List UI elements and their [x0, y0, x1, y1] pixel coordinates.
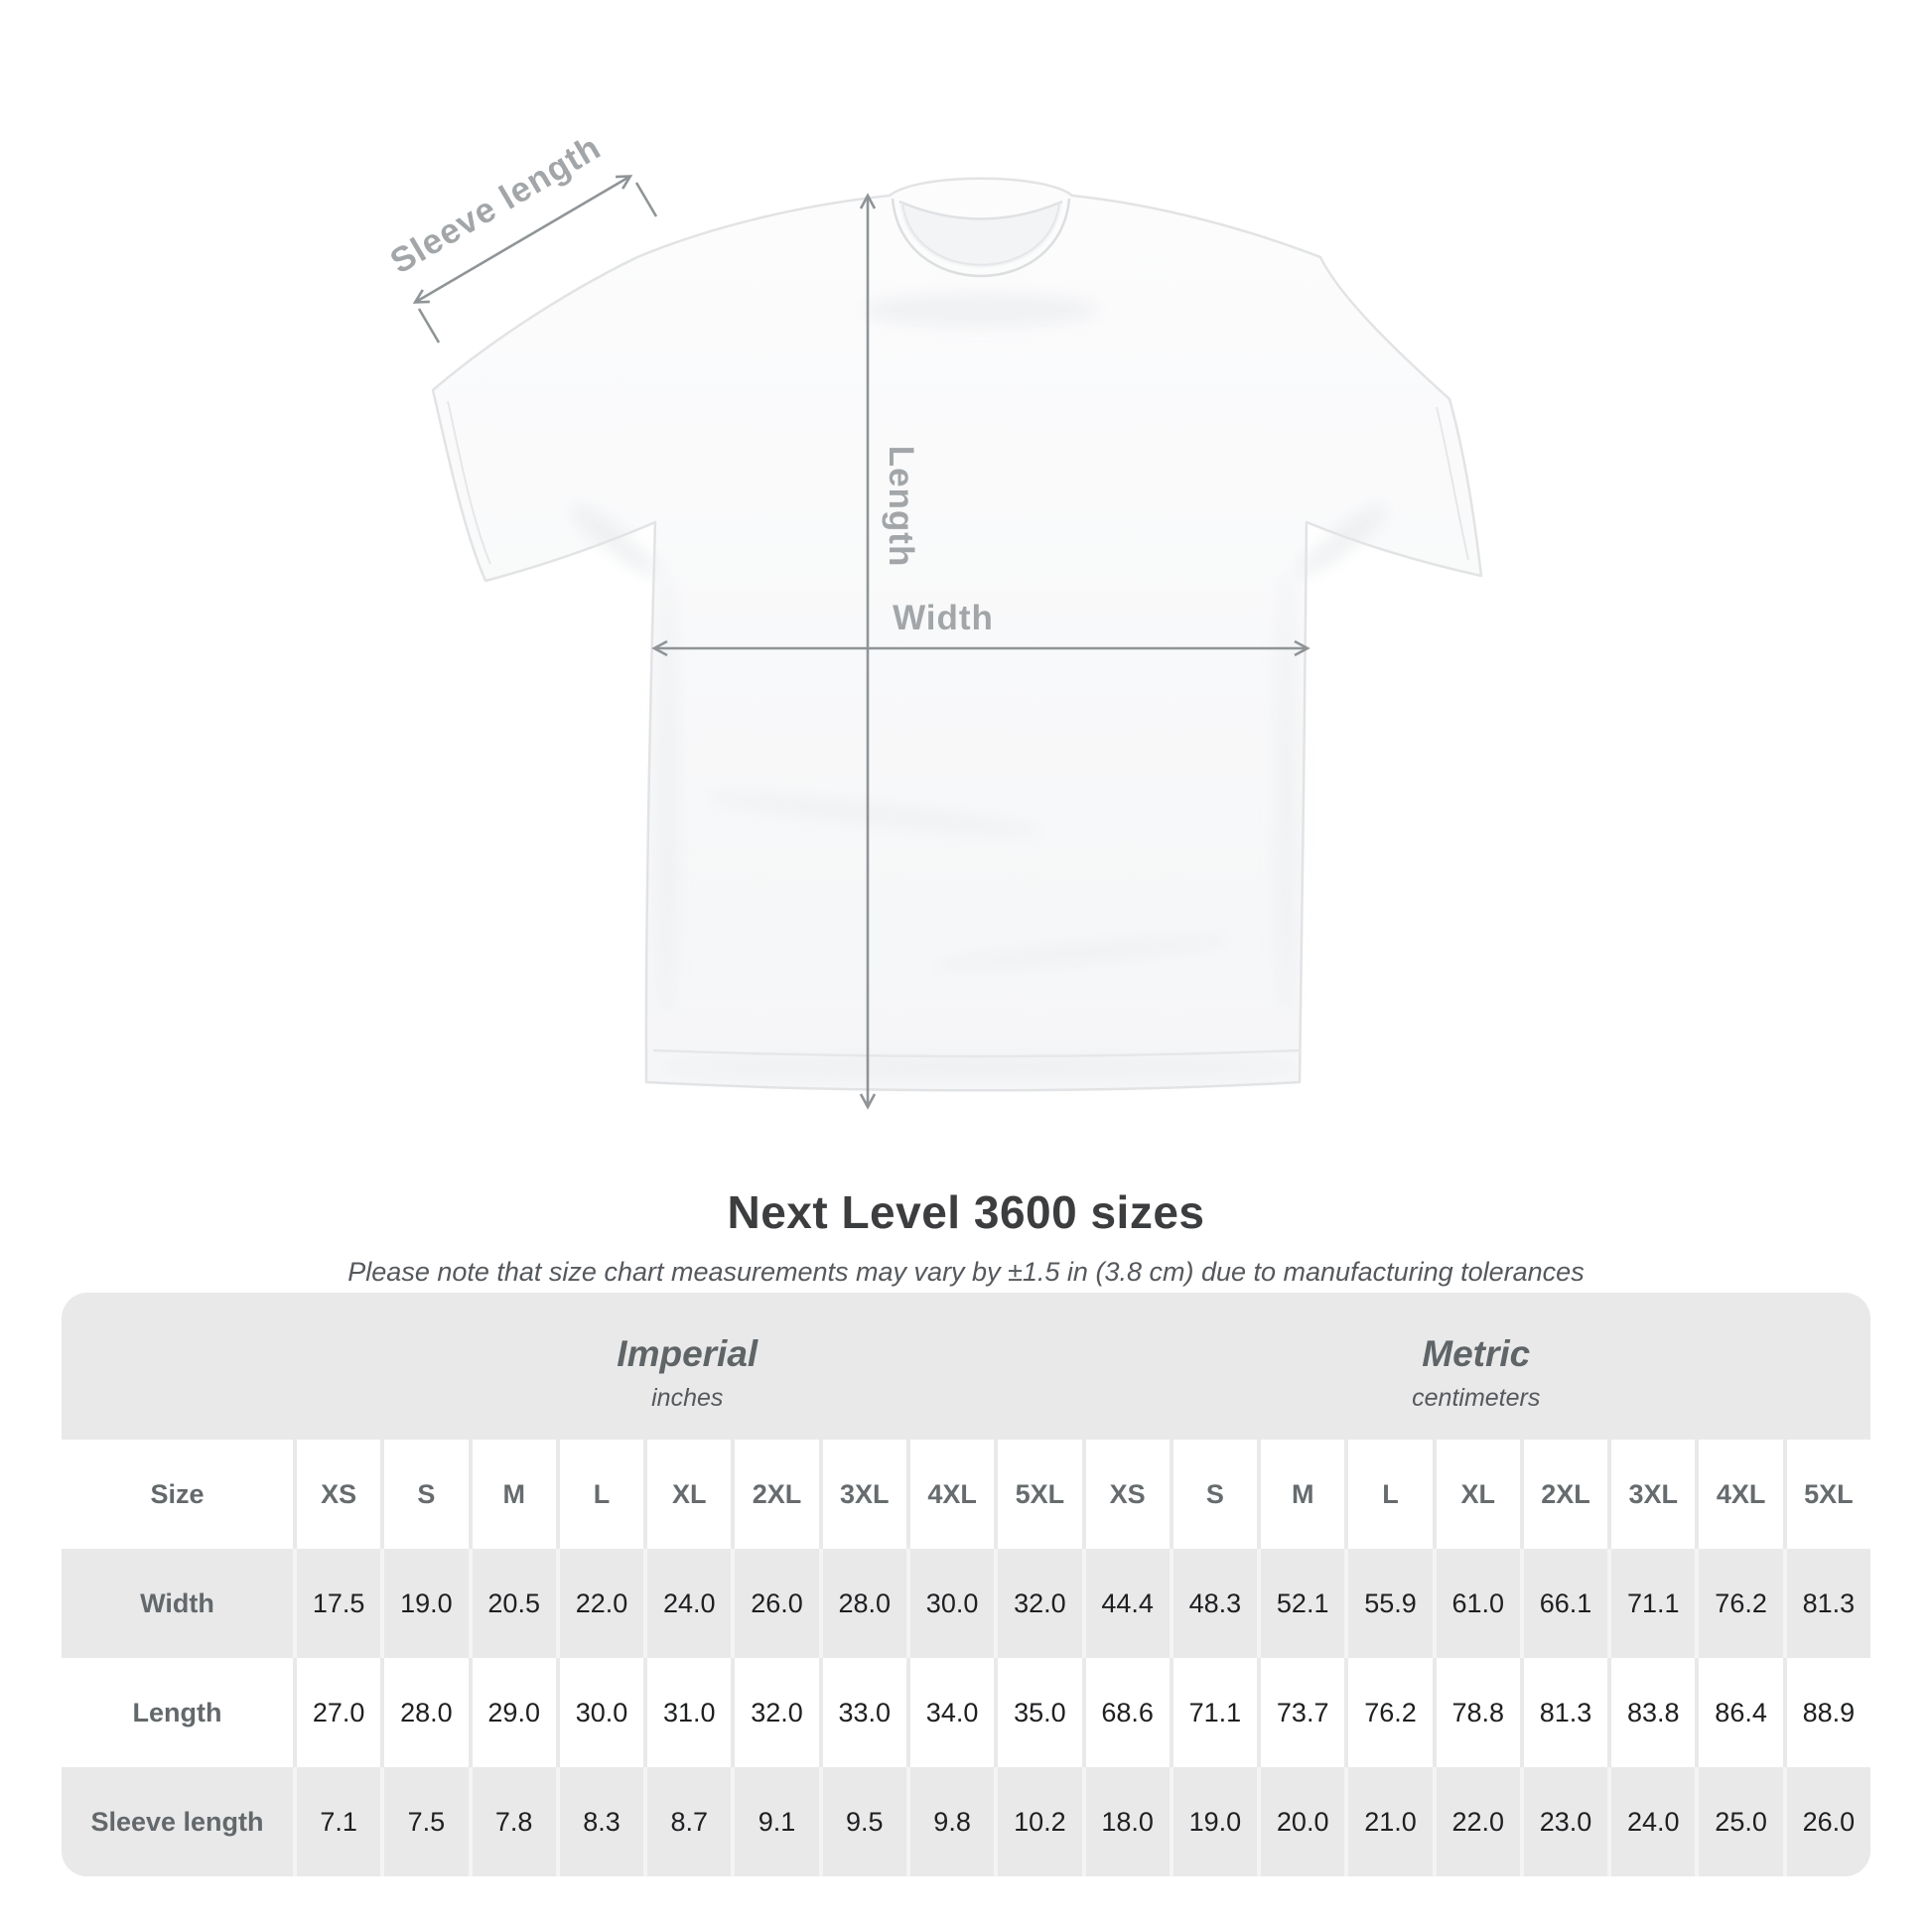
- value-cell-imperial: 7.1: [293, 1767, 380, 1876]
- value-cell-imperial: 32.0: [731, 1658, 818, 1767]
- size-header-cell: 3XL: [819, 1440, 906, 1549]
- value-cell-imperial: 32.0: [994, 1549, 1081, 1658]
- metric-label: Metric: [1422, 1333, 1531, 1374]
- size-header-cell: XS: [1082, 1440, 1170, 1549]
- value-cell-metric: 81.3: [1520, 1658, 1607, 1767]
- value-cell-metric: 22.0: [1433, 1767, 1520, 1876]
- size-header-cell: XL: [1433, 1440, 1520, 1549]
- value-cell-imperial: 7.5: [380, 1767, 468, 1876]
- size-header-cell: S: [380, 1440, 468, 1549]
- value-cell-imperial: 27.0: [293, 1658, 380, 1767]
- row-label: Sleeve length: [62, 1767, 293, 1876]
- value-cell-metric: 55.9: [1344, 1549, 1432, 1658]
- sleeve-arrow-tick-bottom: [419, 309, 439, 343]
- value-cell-metric: 20.0: [1257, 1767, 1344, 1876]
- size-header-cell: XS: [293, 1440, 380, 1549]
- value-cell-metric: 21.0: [1344, 1767, 1432, 1876]
- value-cell-imperial: 8.3: [556, 1767, 643, 1876]
- imperial-label: Imperial: [617, 1333, 759, 1374]
- value-cell-metric: 61.0: [1433, 1549, 1520, 1658]
- imperial-sublabel: inches: [651, 1384, 724, 1412]
- size-header-cell: 5XL: [994, 1440, 1081, 1549]
- value-cell-metric: 52.1: [1257, 1549, 1344, 1658]
- value-cell-imperial: 26.0: [731, 1549, 818, 1658]
- value-cell-metric: 78.8: [1433, 1658, 1520, 1767]
- unit-header-band: [62, 1293, 1870, 1440]
- sleeve-length-label: Sleeve length: [383, 127, 608, 282]
- size-header-cell: 3XL: [1607, 1440, 1695, 1549]
- value-cell-imperial: 20.5: [469, 1549, 556, 1658]
- page-title: Next Level 3600 sizes: [727, 1186, 1205, 1238]
- value-cell-imperial: 10.2: [994, 1767, 1081, 1876]
- value-cell-metric: 81.3: [1783, 1549, 1870, 1658]
- value-cell-imperial: 22.0: [556, 1549, 643, 1658]
- row-label: Length: [62, 1658, 293, 1767]
- size-grid: [62, 1440, 1870, 1876]
- size-chart-card: [62, 1293, 1870, 1876]
- row-label: Width: [62, 1549, 293, 1658]
- value-cell-imperial: 8.7: [643, 1767, 731, 1876]
- size-header-cell: 4XL: [1695, 1440, 1782, 1549]
- size-header-cell: 2XL: [731, 1440, 818, 1549]
- value-cell-metric: 18.0: [1082, 1767, 1170, 1876]
- value-cell-metric: 76.2: [1344, 1658, 1432, 1767]
- value-cell-imperial: 9.1: [731, 1767, 818, 1876]
- size-header-cell: M: [469, 1440, 556, 1549]
- size-note: Please note that size chart measurements may vary by ±1.5 in (3.8 cm) due to manufacturing tolerances: [347, 1257, 1585, 1287]
- value-cell-metric: 48.3: [1170, 1549, 1257, 1658]
- value-cell-imperial: 7.8: [469, 1767, 556, 1876]
- imperial-unit-header: [293, 1293, 1082, 1440]
- size-header-cell: M: [1257, 1440, 1344, 1549]
- size-header-cell: XL: [643, 1440, 731, 1549]
- metric-unit-header: [1082, 1293, 1871, 1440]
- value-cell-imperial: 19.0: [380, 1549, 468, 1658]
- value-cell-imperial: 24.0: [643, 1549, 731, 1658]
- value-cell-imperial: 29.0: [469, 1658, 556, 1767]
- value-cell-metric: 25.0: [1695, 1767, 1782, 1876]
- value-cell-metric: 83.8: [1607, 1658, 1695, 1767]
- length-label: Length: [882, 445, 920, 568]
- value-cell-imperial: 28.0: [380, 1658, 468, 1767]
- value-cell-metric: 24.0: [1607, 1767, 1695, 1876]
- value-cell-metric: 68.6: [1082, 1658, 1170, 1767]
- value-cell-metric: 23.0: [1520, 1767, 1607, 1876]
- size-header-cell: 2XL: [1520, 1440, 1607, 1549]
- value-cell-metric: 71.1: [1607, 1549, 1695, 1658]
- metric-sublabel: centimeters: [1412, 1384, 1541, 1412]
- value-cell-imperial: 34.0: [906, 1658, 994, 1767]
- sleeve-arrow-tick-top: [636, 183, 656, 216]
- value-cell-imperial: 17.5: [293, 1549, 380, 1658]
- value-cell-imperial: 35.0: [994, 1658, 1081, 1767]
- value-cell-imperial: 33.0: [819, 1658, 906, 1767]
- value-cell-metric: 73.7: [1257, 1658, 1344, 1767]
- size-header-cell: 4XL: [906, 1440, 994, 1549]
- value-cell-imperial: 30.0: [906, 1549, 994, 1658]
- value-cell-metric: 44.4: [1082, 1549, 1170, 1658]
- value-cell-metric: 86.4: [1695, 1658, 1782, 1767]
- value-cell-metric: 19.0: [1170, 1767, 1257, 1876]
- value-cell-imperial: 28.0: [819, 1549, 906, 1658]
- value-cell-metric: 76.2: [1695, 1549, 1782, 1658]
- value-cell-metric: 66.1: [1520, 1549, 1607, 1658]
- value-cell-imperial: 31.0: [643, 1658, 731, 1767]
- size-header-cell: 5XL: [1783, 1440, 1870, 1549]
- size-corner-label: Size: [62, 1440, 293, 1549]
- value-cell-metric: 26.0: [1783, 1767, 1870, 1876]
- value-cell-imperial: 9.8: [906, 1767, 994, 1876]
- value-cell-metric: 88.9: [1783, 1658, 1870, 1767]
- size-header-cell: S: [1170, 1440, 1257, 1549]
- value-cell-metric: 71.1: [1170, 1658, 1257, 1767]
- size-header-cell: L: [1344, 1440, 1432, 1549]
- value-cell-imperial: 9.5: [819, 1767, 906, 1876]
- width-label: Width: [893, 599, 994, 637]
- value-cell-imperial: 30.0: [556, 1658, 643, 1767]
- size-header-cell: L: [556, 1440, 643, 1549]
